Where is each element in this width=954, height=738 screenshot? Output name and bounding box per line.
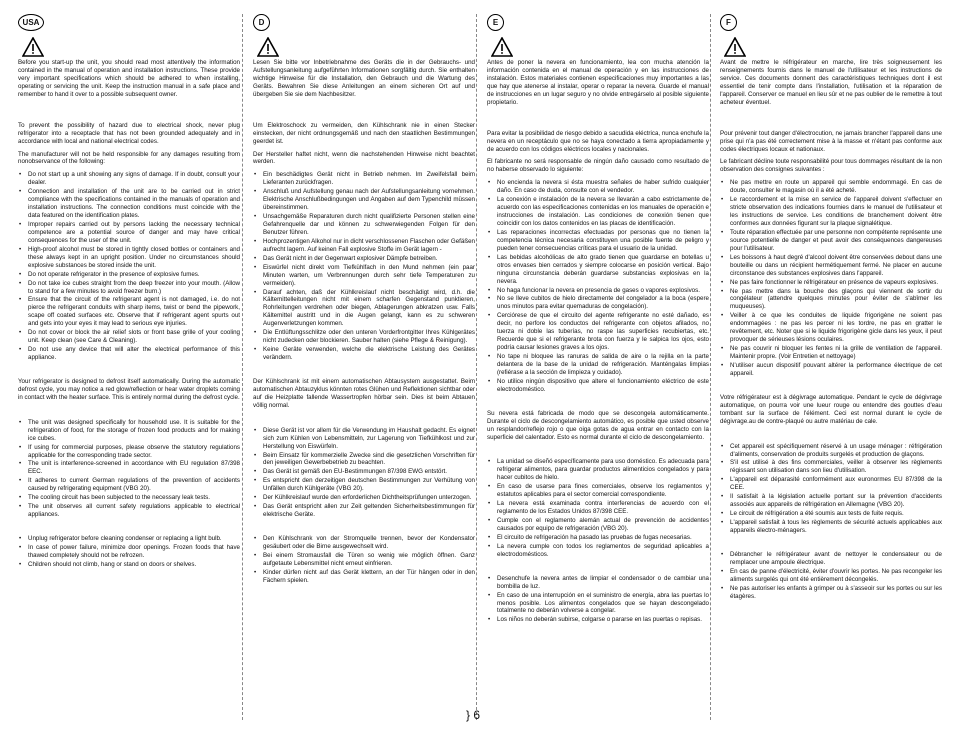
list-item: • Bei einem Stromausfall die Türen so wenig wie möglich öffnen. Ganz aufgetaute Lebensmittel nicht erneut einfrieren. bbox=[263, 552, 475, 568]
list-item: • Ensure that the circuit of the refrigerant agent is not damaged, i.e. do not pierce the refrigerant conduits with sharp items, twist or bend the pipework, scape off coated surfaces etc. Observe that if refrigerant agent spurts out and gets into your eyes it may lead to serious eye injuries. bbox=[28, 296, 240, 328]
language-badge: E bbox=[487, 14, 504, 31]
list-item: • Improper repairs carried out by persons lacking the necessary technical competence are a potential source of danger and may have critical consequences for the user of the unit. bbox=[28, 221, 240, 245]
list-item: • En caso de una interrupción en el suministro de energía, abra las puertas lo menos posible. Los alimentos congelados que se hayan descongelado totalmente no deberán volverse a congelar. bbox=[497, 592, 709, 616]
grounding-paragraph: Pour prévenir tout danger d'électrocution, ne jamais brancher l'appareil dans une prise qui n'a pas été correctement mise à la masse et n'étant pas conforme aux codes électriques locaux et nationaux. bbox=[720, 129, 942, 153]
list-item: • The unit was designed specifically for household use. It is suitable for the refrigeration of food, for the storage of frozen food products and for making ice cubes. bbox=[28, 419, 240, 443]
liability-paragraph: Der Hersteller haftet nicht, wenn die nachstehenden Hinweise nicht beachtet werden. bbox=[253, 150, 475, 166]
care-list bbox=[487, 575, 709, 625]
list-item: • Ein beschädigtes Gerät nicht in Betrieb nehmen. Im Zweifelsfall beim Lieferanten zurückfragen. bbox=[263, 171, 475, 187]
list-item: • Connection and installation of the unit are to be carried out in strict compliance with the specifications contained in the manuals of operation and installation instructions. The connection conditions must coincide with the data featured on the identification plates. bbox=[28, 188, 240, 220]
care-list bbox=[720, 551, 942, 601]
list-item: • High-proof alcohol must be stored in tightly closed bottles or containers and these always kept in an upright position. Under no circumstances should explosive substances be stored inside the unit. bbox=[28, 246, 240, 270]
list-item: • It adheres to current German regulations of the prevention of accidents caused by refrigerating equipment (VBG 20). bbox=[28, 477, 240, 493]
warning-triangle-icon bbox=[724, 37, 746, 57]
language-badge: F bbox=[720, 14, 737, 31]
list-item: • El circuito de refrigeración ha pasado las pruebas de fugas necesarias. bbox=[497, 534, 709, 542]
grounding-paragraph: Um Elektroschock zu vermeiden, den Kühlschrank nie in einen Stecker einstecken, der nicht ordnungsgemäß und nach den staatlichen Bestimmungen geerdet ist. bbox=[253, 121, 475, 145]
safety-list bbox=[720, 179, 942, 378]
grounding-paragraph: To prevent the possibility of hazard due to electrical shock, never plug refrigerator into a receptacle that has not been grounded adequately and in accordance with local and national electrical codes. bbox=[18, 121, 240, 145]
list-item: • Darauf achten, daß der Kühlkreislauf nicht beschädigt wird, d.h. die Kältemittelleitungen nicht mit einem scharfen Gegenstand punktieren, Rohrleitungen verdrehen oder biegen, Ablagerungen abkratzen usw. Falls Kältemittel austritt und in die Augen gelangt, kann es zu schweren Augenverletzungen kommen. bbox=[263, 289, 475, 329]
usage-list bbox=[720, 443, 942, 535]
list-item: • Do not operate refrigerator in the presence of explosive fumes. bbox=[28, 271, 240, 279]
list-item: • En cas de panne d'électricité, éviter d'ouvrir les portes. Ne pas recongeler les aliments surgelés qui ont été entièrement décongelés. bbox=[730, 568, 942, 584]
column-divider bbox=[242, 14, 243, 720]
list-item: • Kinder dürfen nicht auf das Gerät klettern, an der Tür hängen oder in den Fächern spielen. bbox=[263, 569, 475, 585]
list-item: • Los niños no deberán subirse, colgarse o pararse en las puertas o repisas. bbox=[497, 616, 709, 624]
language-column bbox=[253, 14, 475, 714]
warning-triangle-icon bbox=[491, 37, 513, 57]
warning-triangle-icon bbox=[22, 37, 44, 57]
column-divider bbox=[710, 14, 711, 720]
list-item: • Cet appareil est spécifiquement réservé à un usage ménager : réfrigération d'aliments, conservation de produits surgelés et production de glaçons. bbox=[730, 443, 942, 459]
list-item: • Den Kühlschrank von der Stromquelle trennen, bevor der Kondensator gesäubert oder die Birne ausgewechselt wird. bbox=[263, 535, 475, 551]
list-item: • Unsachgemäße Reparaturen durch nicht qualifizierte Personen stellen eine Gefahrenquelle dar und können zu schwerwiegenden Folgen für den Benutzer führen. bbox=[263, 213, 475, 237]
defrost-paragraph: Su nevera está fabricada de modo que se descongela automáticamente. Durante el ciclo de descongelamiento automático, es posible que usted observe un resplandor/reflejo rojo o que oiga gotas de agua entrar en contacto con la superficie del calentador. Esto es normal durante el ciclo de descongelamiento. bbox=[487, 409, 709, 441]
list-item: • N'utiliser aucun dispositif pouvant altérer la performance électrique de cet appareil. bbox=[730, 362, 942, 378]
language-column bbox=[720, 14, 942, 714]
list-item: • Ne pas mettre dans la bouche des glaçons qui viennent de sortir du congélateur (attendre quelques minutes pour éviter de s'abîmer les muqueuses). bbox=[730, 288, 942, 312]
defrost-paragraph: Der Kühlschrank ist mit einem automatischen Abtausystem ausgestattet. Beim automatischen Abtauzyklus könnten rotes Glühen und Reflektionen sichtbar oder auf die Heizplatte fallende Wassertropfen hörbar sein. Dies ist beim Abtauen völlig normal. bbox=[253, 377, 475, 409]
list-item: • Do not take ice cubes straight from the deep freezer into your mouth. (Allow to stand for a few minutes to avoid freezer burn.) bbox=[28, 280, 240, 296]
list-item: • La nevera cumple con todos los reglamentos de seguridad aplicables a electrodomésticos. bbox=[497, 543, 709, 559]
usage-list bbox=[487, 458, 709, 558]
list-item: • The unit observes all current safety regulations applicable to electrical appliances. bbox=[28, 503, 240, 519]
list-item: • Das Gerät ist gemäß den EU-Bestimmungen 87/398 EWG entstört. bbox=[263, 468, 475, 476]
list-item: • Les boissons à haut degré d'alcool doivent être conservées debout dans une bouteille ou dans un récipient hermétiquement fermé. Ne placer en aucune circonstance des substances explosives dans l'appareil. bbox=[730, 254, 942, 278]
list-item: • La conexión e instalación de la nevera se llevarán a cabo estrictamente de acuerdo con las especificaciones contenidas en los manuales de operación e instrucciones de instalación. Las condiciones de conexión tienen que coincidir con los datos contenidos en las placas de identificación. bbox=[497, 196, 709, 228]
list-item: • No se lleve cubitos de hielo directamente del congelador a la boca (espere unos minutos para evitar quemaduras de congelación). bbox=[497, 295, 709, 311]
list-item: • Der Kühlkreislauf wurde den erforderlichen Dichtheitsprüfungen unterzogen. bbox=[263, 494, 475, 502]
list-item: • Do not use any device that will alter the electrical performance of this appliance. bbox=[28, 346, 240, 362]
list-item: • Das Gerät entspricht allen zur Zeit geltenden Sicherheitsbestimmungen für elektrische Geräte. bbox=[263, 503, 475, 519]
defrost-paragraph: Your refrigerator is designed to defrost itself automatically. During the automatic defrost cycle, you may notice a red glow/reflection or hear water droplets coming in contact with the heater surface. This is entirely normal during the defrost cycle. bbox=[18, 377, 240, 401]
language-column bbox=[18, 14, 240, 714]
list-item: • Do not start up a unit showing any signs of damage. If in doubt, consult your dealer. bbox=[28, 171, 240, 187]
list-item: • In case of power failure, minimize door openings. Frozen foods that have thawed completely should not be refrozen. bbox=[28, 544, 240, 560]
list-item: • Le raccordement et la mise en service de l'appareil doivent s'effectuer en stricte observation des indications fournies dans le manuel de l'utilisateur et les instructions de service. Les conditions de branchement doivent être conformes aux données figurant sur la plaque signalétique. bbox=[730, 196, 942, 228]
list-item: • Do not cover or block the air relief slots or front base grille of your cooling unit. Keep clean (see Care & Cleaning). bbox=[28, 329, 240, 345]
list-item: • Cerciórese de que el circuito del agente refrigerante no esté dañado, es decir, no perfore los conductos del refrigerante con objetos afilados, no tuerza ni doble las tuberías, no raspe las superficies recubiertas, etc. Recuerde que si el refrigerante brota con fuerza y le salpica los ojos, esto podría causar lesiones graves a los ojos. bbox=[497, 312, 709, 352]
liability-paragraph: El fabricante no será responsable de ningún daño causado como resultado de no haberse observado lo siguiente: bbox=[487, 158, 709, 174]
column-divider bbox=[476, 14, 477, 720]
intro-paragraph: Before you start-up the unit, you should read most attentively the information contained in the manual of operation and installation instructions. These provide very important specifications which should be adhered to when installing, operating or servicing the unit. Keep the instruction manual in a safe place and remember to hand it over to a possible subsequent owner. bbox=[18, 59, 240, 98]
list-item: • No encienda la nevera si ésta muestra señales de haber sufrido cualquier daño. En caso de duda, consulte con el vendedor. bbox=[497, 179, 709, 195]
language-column bbox=[487, 14, 709, 714]
list-item: • Desenchufe la nevera antes de limpiar el condensador o de cambiar una bombilla de luz. bbox=[497, 575, 709, 591]
defrost-paragraph: Votre réfrigérateur est à dégivrage automatique. Pendant le cycle de dégivrage automatique, on pourra voir une lueur rouge ou entendre des gouttes d'eau tombant sur la surface de l'élément. Ceci est normal durant le cycle de dégivrage.au de contre-plaqué ou autre matériau de cale. bbox=[720, 393, 942, 425]
list-item: • Veiller à ce que les conduites de liquide frigorigène ne soient pas endommagées : ne pas les percer ni les tordre, ne pas en gratter le revêtement, etc. Noter que si le liquide frigorigène gicle dans les yeux, il peut provoquer de sérieuses lésions oculaires. bbox=[730, 312, 942, 344]
liability-paragraph: The manufacturer will not be held responsible for any damages resulting from nonobservance of the following: bbox=[18, 150, 240, 166]
usage-list bbox=[18, 419, 240, 519]
list-item: • Ne pas autoriser les enfants à grimper ou à s'asseoir sur les portes ou sur les étagères. bbox=[730, 585, 942, 601]
list-item: • No tape ni bloquee las ranuras de salida de aire o la rejilla en la parte delantera de la base de la unidad de refrigeración. Manténgalas limpias (refiérase a la sección de limpieza y cuidado). bbox=[497, 353, 709, 377]
list-item: • Toute réparation effectuée par une personne non compétente représente une source potentielle de danger et peut avoir des conséquences dangereuses pour l'utilisateur. bbox=[730, 229, 942, 253]
list-item: • Children should not climb, hang or stand on doors or shelves. bbox=[28, 561, 240, 569]
list-item: • Hochprozentigen Alkohol nur in dicht verschlossenen Flaschen oder Gefäßen aufrecht lagern. Auf keinen Fall explosive Stoffe im Gerät lagern - bbox=[263, 238, 475, 254]
list-item: • L'appareil est déparasité conformément aux euronormes EU 87/398 de la CEE. bbox=[730, 476, 942, 492]
list-item: • Das Gerät nicht in der Gegenwart explosiver Dämpfe betreiben. bbox=[263, 255, 475, 263]
list-item: • Le circuit de réfrigération a été soumis aux tests de fuite requis. bbox=[730, 510, 942, 518]
warning-triangle-icon bbox=[257, 37, 279, 57]
usage-list bbox=[253, 427, 475, 519]
page-number: } 6 bbox=[466, 708, 481, 722]
list-item: • Diese Gerät ist vor allem für die Verwendung im Haushalt gedacht. Es eignet sich zum Kühlen von Lebensmitteln, zur Lagerung von Tiefkühlkost und zur Herstellung von Eiswürfeln. bbox=[263, 427, 475, 451]
list-item: • Unplug refrigerator before cleaning condenser or replacing a light bulb. bbox=[28, 535, 240, 543]
safety-list bbox=[487, 179, 709, 393]
language-badge: D bbox=[253, 14, 270, 31]
list-item: • The cooling circuit has been subjected to the necessary leak tests. bbox=[28, 494, 240, 502]
list-item: • Die Entlüftungsschlitze oder den unteren Vorderfrontgitter Ihres Kühlgerätes nicht zudecken oder blockieren. Sauber halten (siehe Pflege & Reinigung). bbox=[263, 329, 475, 345]
list-item: • Eiswürfel nicht direkt vom Tiefkühlfach in den Mund nehmen (ein paar Minuten warten, um Verbrennungen durch sehr tiefe Temperaturen zu vermeiden). bbox=[263, 264, 475, 288]
list-item: • If using for commercial purposes, please observe the statutory regulations applicable for the corresponding trade sector. bbox=[28, 444, 240, 460]
language-badge: USA bbox=[18, 14, 44, 31]
list-item: • The unit is interference-screened in accordance with EU regulation 87/398 EEC. bbox=[28, 460, 240, 476]
list-item: • Keine Geräte verwenden, welche die elektrische Leistung des Gerätes verändern. bbox=[263, 346, 475, 362]
list-item: • S'il est utilisé à des fins commerciales, veiller à observer les règlements régissant son utilisation dans son lieu d'utilisation. bbox=[730, 459, 942, 475]
list-item: • Ne pas couvrir ni bloquer les fentes ni la grille de ventilation de l'appareil. Maintenir propre. (Voir Entretien et nettoyage) bbox=[730, 345, 942, 361]
list-item: • Il satisfait à la législation actuelle portant sur la prévention d'accidents associés aux appareils de réfrigération en Allemagne (VBG 20). bbox=[730, 493, 942, 509]
intro-paragraph: Antes de poner la nevera en funcionamiento, lea con mucha atención la información contenida en el manual de operación y en las instrucciones de instalación. Estos materiales contienen especificaciones muy importantes a las que hay que atenerse al instalar, operar o reparar la nevera. Guarde el manual de instrucciones en un lugar seguro y no olvide entregárselo al posible siguiente propietario. bbox=[487, 59, 709, 106]
intro-paragraph: Lesen Sie bitte vor Inbetriebnahme des Geräts die in der Gebrauchs- und Aufstellungsanleitung aufgeführten Informationen sorgfältig durch. Sie enthalten wichtige Hinweise für die Installation, den Gebrauch und die Wartung des Geräts. Bewahren Sie diese Anleitungen an einem sicheren Ort auf und übergeben Sie sie dem Nachbesitzer. bbox=[253, 59, 475, 98]
list-item: • La nevera está examinada contra interferencias de acuerdo con el reglamento de los Estados Unidos 87/398 CEE. bbox=[497, 500, 709, 516]
list-item: • Las bebidas alcohólicas de alto grado tienen que guardarse en botellas u otros envases bien cerrados y siempre colocarse en posición vertical. Bajo ninguna circunstancia deberán guardarse substancias explosivas en la nevera. bbox=[497, 254, 709, 286]
grounding-paragraph: Para evitar la posibilidad de riesgo debido a sacudida eléctrica, nunca enchufe la nevera en un receptáculo que no se haya conectado a tierra apropiadamente y de acuerdo con los códigos eléctricos locales y nacionales. bbox=[487, 129, 709, 153]
safety-list bbox=[253, 171, 475, 362]
list-item: • Ne pas faire fonctionner le réfrigérateur en présence de vapeurs explosives. bbox=[730, 279, 942, 287]
list-item: • No haga funcionar la nevera en presencia de gases o vapores explosivos. bbox=[497, 287, 709, 295]
list-item: • Anschluß und Aufstellung genau nach der Aufstellungsanleitung vornehmen. Elektrische Anschlußbedingungen und Angaben auf dem Typenchild müssen übereinstimmen. bbox=[263, 188, 475, 212]
list-item: • Las reparaciones incorrectas efectuadas por personas que no tienen la competencia técnica necesaria constituyen una posible fuente de peligro y pueden tener consecuencias críticas para el usuario de la unidad. bbox=[497, 229, 709, 253]
intro-paragraph: Avant de mettre le réfrigérateur en marche, lire très soigneusement les renseignements fournis dans le manuel de l'utilisateur et les instructions de service. Ces documents donnent des caractéristiques techniques dont il est essentiel de tenir compte dans l'installation, l'utilisation et la réparation de l'appareil. Conserver ce manuel en lieu sûr et ne pas oublier de le remettre à tout acheteur éventuel. bbox=[720, 59, 942, 106]
list-item: • Es entspricht den derzeitigen deutschen Bestimmungen zur Verhütung von Unfällen durch Kühlgeräte (VBG 20). bbox=[263, 477, 475, 493]
liability-paragraph: Le fabricant décline toute responsabilité pour tous dommages résultant de la non observation des consignes suivantes : bbox=[720, 158, 942, 174]
list-item: • En caso de usarse para fines comerciales, observe los reglamentos y estatutos aplicables para el sector comercial correspondiente. bbox=[497, 483, 709, 499]
list-item: • Ne pas mettre en route un appareil qui semble endommagé. En cas de doute, consulter le magasin où il a été acheté. bbox=[730, 179, 942, 195]
list-item: • No utilice ningún dispositivo que altere el funcionamiento eléctrico de este electrodoméstico. bbox=[497, 378, 709, 394]
list-item: • La unidad se diseñó específicamente para uso doméstico. Es adecuada para refrigerar alimentos, para guardar productos alimenticios congelados y para hacer cubitos de hielo. bbox=[497, 458, 709, 482]
care-list bbox=[18, 535, 240, 569]
care-list bbox=[253, 535, 475, 585]
list-item: • Cumple con el reglamento alemán actual de prevención de accidentes causados por equipo de refrigeración (VBG 20). bbox=[497, 517, 709, 533]
list-item: • L'appareil satisfait à tous les règlements de sécurité actuels applicables aux appareils électro-ménagers. bbox=[730, 519, 942, 535]
list-item: • Beim Einsatz für kommerzielle Zwecke sind die gesetzlichen Vorschriften für den jeweiligen Gewerbebetrieb zu beachten. bbox=[263, 452, 475, 468]
list-item: • Débrancher le réfrigérateur avant de nettoyer le condensateur ou de remplacer une ampoule électrique. bbox=[730, 551, 942, 567]
safety-list bbox=[18, 171, 240, 362]
